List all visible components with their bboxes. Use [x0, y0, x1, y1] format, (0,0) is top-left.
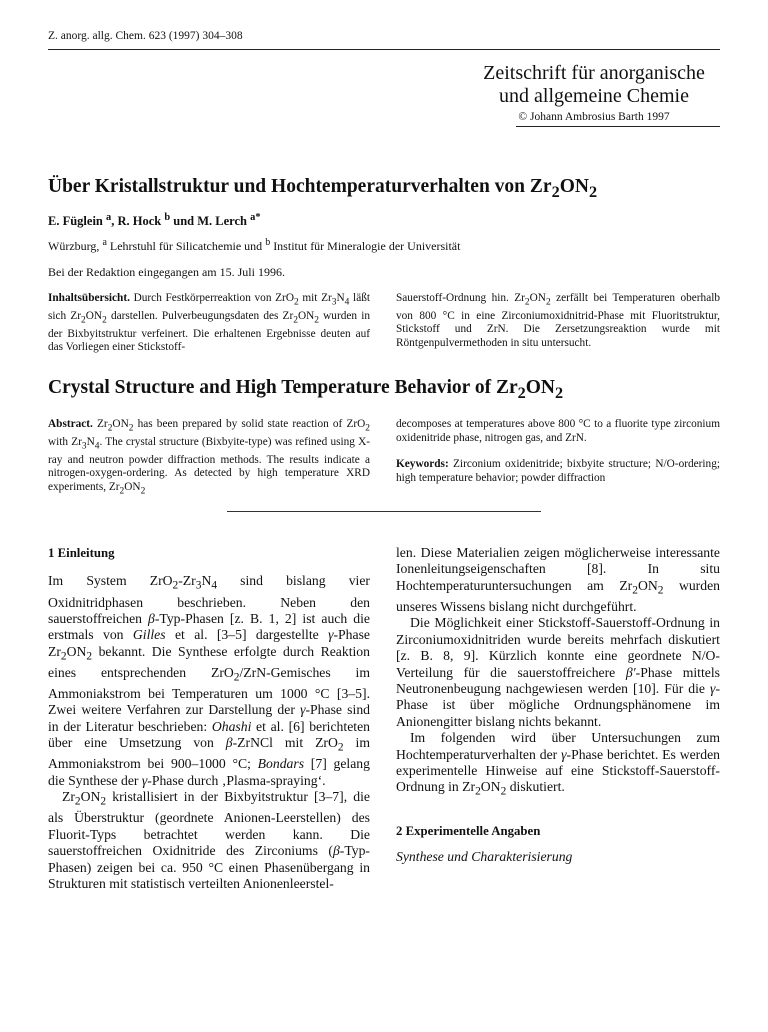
journal-citation: Z. anorg. allg. Chem. 623 (1997) 304–308: [48, 30, 243, 42]
subsection-heading: Synthese und Charakterisierung: [396, 848, 573, 864]
paper-title-en: Crystal Structure and High Temperature Behavior of $Zr_2ON_2$: [48, 377, 564, 402]
abstract-de-col1: Inhaltsübersicht. Durch Festkörperreaktion von ZrO$_2$ mit $Zr_3N_4$ läßt sich $Zr_2ON_2$ darstellen. Pulverbeugungsdaten des $Zr_2ON_2$ wurden in der Bixbyitstruktur verfeinert. Die erhaltenen Ergebnisse deuten auf das Vorliegen einer Stickstoff-: [48, 292, 370, 354]
body-right-column: [396, 545, 720, 865]
received-date: Bei der Redaktion eingegangen am 15. Juli 1996.: [48, 265, 285, 279]
journal-copyright: © Johann Ambrosius Barth 1997: [518, 111, 670, 123]
abstract-en-continued: decomposes at temperatures above 800 °C to a fluorite type zirconium oxidenitride phase, nitrogen gas, and ZrN.: [396, 418, 720, 444]
paragraph-3: len. Diese Materialien zeigen möglicherweise interessante Ionenleitungseigenschaften [8]. In situ Hochtemperaturuntersuchungen am $Zr_2ON_2$ wurden unseres Wissens bislang nicht durchgeführt.: [396, 545, 720, 614]
paper-title-de: Über Kristallstruktur und Hochtemperaturverhalten von $Zr_2ON_2$: [48, 176, 598, 201]
abstract-de-col2: Sauerstoff-Ordnung hin. $Zr_2ON_2$ zerfällt bei Temperaturen oberhalb von 800 °C in eine Zirconiumoxidnitrid-Phase mit Fluoritstruktur, Stickstoff und ZrN. Die Zersetzungsreaktion wurde mit Röntgenpulvermethoden in situ untersucht.: [396, 292, 720, 350]
journal-rule: [516, 126, 720, 127]
section-heading-2: 2 Experimentelle Angaben: [396, 823, 541, 838]
paragraph-5: Im folgenden wird über Untersuchungen zum Hochtemperaturverhalten der γ-Phase berichtet. Es werden experimentelle Hinweise auf eine Stickstoff-Sauerstoff-Ordnung in $Zr_2ON_2$ diskutiert.: [396, 730, 721, 799]
paragraph-1: Im System $ZrO_2-Zr_3N_4$ sind bislang vier Oxidnitridphasen beschrieben. Neben den sauerstoffreichen β-Typ-Phasen [z. B. 1, 2] ist auch die erstmals von Gilles et al. [3–5] dargestellte γ-Phase $Zr_2ON_2$ bekannt. Die Synthese erfolgte durch Reaktion eines entsprechenden ZrO$_2$/ZrN-Gemisches im Ammoniakstrom bei Temperaturen um 1000 °C [3–5]. Zwei weitere Verfahren zur Darstellung der γ-Phase sind in der Literatur beschrieben: Ohashi et al. [6] berichteten über eine Umsetzung von β-ZrNCl mit ZrO$_2$ im Ammoniakstrom bei 900–1000 °C; Bondars [7] gelang die Synthese der γ-Phase durch ‚Plasma-spraying‘.: [48, 573, 371, 788]
paragraph-4: Die Möglichkeit einer Stickstoff-Sauerstoff-Ordnung in Zirconiumoxidnitriden wurde bereits mehrfach diskutiert [z. B. 8, 9]. Kürzlich konnte eine geordnete N/O-Verteilung für die sauerstoffreichere β′-Phase mittels Neutronenbeugung nachgewiesen werden [10]. Für die γ-Phase ist über mögliche Ordnungsphänomene im Anionengitter bislang nichts bekannt.: [396, 615, 720, 729]
section-divider: [227, 511, 541, 512]
keywords: Keywords: Zirconium oxidenitride; bixbyite structure; N/O-ordering; high temperature behavior; powder diffraction: [396, 458, 720, 484]
affiliation: Würzburg, $^a$ Lehrstuhl für Silicatchemie und $^b$ Institut für Mineralogie der Universität: [48, 237, 461, 253]
section-heading-1: 1 Einleitung: [48, 546, 115, 560]
journal-block: [468, 62, 720, 123]
header-rule: [48, 49, 720, 50]
authors: E. Füglein $^a$, R. Hock $^b$ und M. Lerch $^{a*}$: [48, 212, 261, 229]
abstract-en-col2: [396, 418, 720, 485]
paragraph-2: $Zr_2ON_2$ kristallisiert in der Bixbyitstruktur [3–7], die als Überstruktur (geordnete Anionen-Leerstellen) des Fluorit-Typs betrachtet werden kann. Die sauerstoffreichen Oxidnitride des Zirconiums (β-Typ-Phasen) zeigen bei ca. 950 °C einen Phasenübergang in Strukturen mit statistisch verteilten Anionenleerstel-: [48, 789, 370, 891]
body-left-column: [48, 545, 370, 892]
journal-name-line2: und allgemeine Chemie: [499, 85, 689, 107]
journal-name-line1: Zeitschrift für anorganische: [483, 62, 705, 84]
abstract-en-col1: Abstract. $Zr_2ON_2$ has been prepared by solid state reaction of ZrO$_2$ with $Zr_3N_4$. The crystal structure (Bixbyite-type) was refined using X-ray and neutron powder diffraction methods. The results indicate a nitrogen-oxygen-ordering. As detected by high temperature XRD experiments, $Zr_2ON_2$: [48, 418, 370, 497]
